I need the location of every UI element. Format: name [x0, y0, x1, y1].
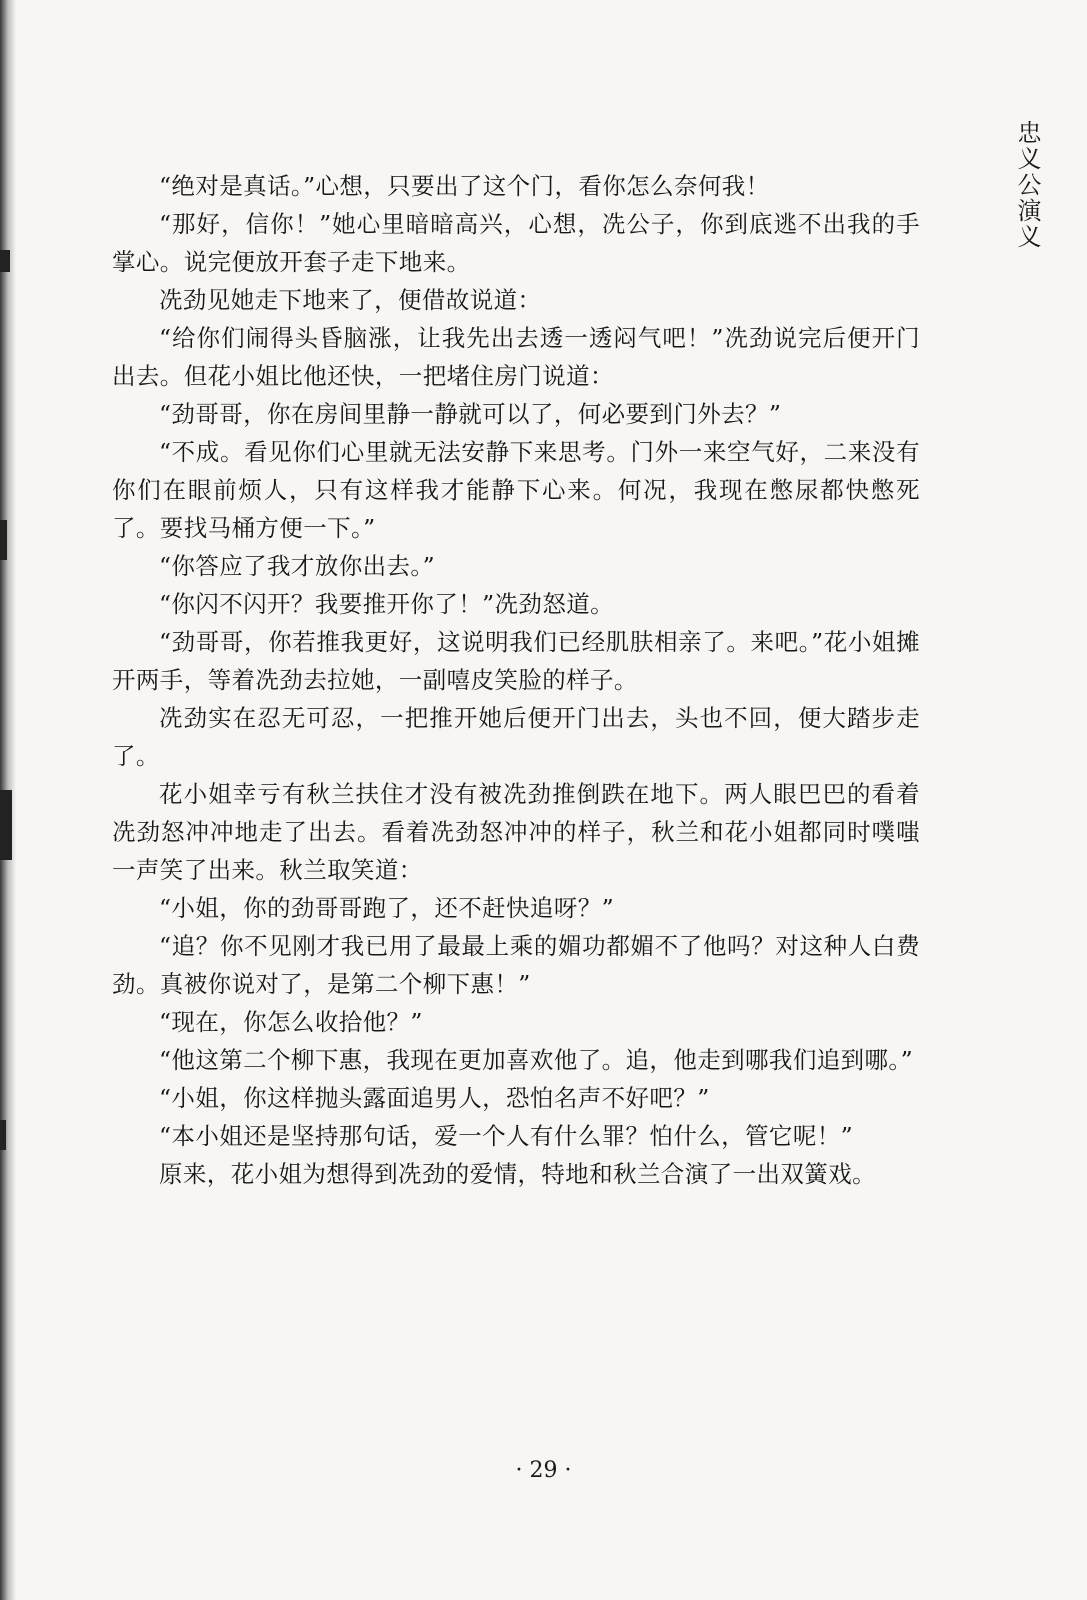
- paragraph: “本小姐还是坚持那句话，爱一个人有什么罪？怕什么，管它呢！”: [159, 1122, 854, 1150]
- scan-edge-mark: [0, 790, 12, 860]
- paragraph: “他这第二个柳下惠，我现在更加喜欢他了。追，他走到哪我们追到哪。”: [159, 1046, 913, 1074]
- running-head: 忠义公演义: [1013, 120, 1041, 250]
- page-number: · 29 ·: [515, 1458, 572, 1483]
- scan-edge-mark: [0, 1120, 6, 1150]
- scan-edge-mark: [0, 520, 7, 560]
- paragraph: “现在，你怎么收拾他？”: [159, 1008, 423, 1036]
- paragraph: 花小姐幸亏有秋兰扶住才没有被冼劲推倒跌在地下。两人眼巴巴的看着冼劲怒冲冲地走了出去。看着冼劲怒冲冲的样子，秋兰和花小姐都同时噗嗤一声笑了出来。秋兰取笑道：: [112, 780, 920, 884]
- paragraph: 原来，花小姐为想得到冼劲的爱情，特地和秋兰合演了一出双簧戏。: [159, 1160, 876, 1188]
- paragraph: 冼劲见她走下地来了，便借故说道：: [159, 286, 542, 314]
- paragraph: “绝对是真话。”心想，只要出了这个门，看你怎么奈何我！: [159, 172, 770, 200]
- paragraph: “追？你不见刚才我已用了最最上乘的媚功都媚不了他吗？对这种人白费劲。真被你说对了，是第二个柳下惠！”: [112, 932, 920, 998]
- body-text: [112, 167, 920, 1193]
- paragraph: “你答应了我才放你出去。”: [159, 552, 435, 580]
- paragraph: “给你们闹得头昏脑涨，让我先出去透一透闷气吧！”冼劲说完后便开门出去。但花小姐比他还快，一把堵住房门说道：: [112, 324, 920, 390]
- paragraph: “小姐，你这样抛头露面追男人，恐怕名声不好吧？”: [159, 1084, 710, 1112]
- paragraph: “那好，信你！”她心里暗暗高兴，心想，冼公子，你到底逃不出我的手掌心。说完便放开套子走下地来。: [112, 210, 920, 276]
- paragraph: “你闪不闪开？我要推开你了！”冼劲怒道。: [159, 590, 615, 618]
- paragraph: “劲哥哥，你在房间里静一静就可以了，何必要到门外去？”: [159, 400, 782, 428]
- scan-edge-mark: [0, 250, 10, 272]
- paragraph: “不成。看见你们心里就无法安静下来思考。门外一来空气好，二来没有你们在眼前烦人，只有这样我才能静下心来。何况，我现在憋尿都快憋死了。要找马桶方便一下。”: [112, 438, 920, 542]
- paragraph: 冼劲实在忍无可忍，一把推开她后便开门出去，头也不回，便大踏步走了。: [112, 704, 920, 770]
- paragraph: “劲哥哥，你若推我更好，这说明我们已经肌肤相亲了。来吧。”花小姐摊开两手，等着冼劲去拉她，一副嘻皮笑脸的样子。: [112, 628, 920, 694]
- paragraph: “小姐，你的劲哥哥跑了，还不赶快追呀？”: [159, 894, 615, 922]
